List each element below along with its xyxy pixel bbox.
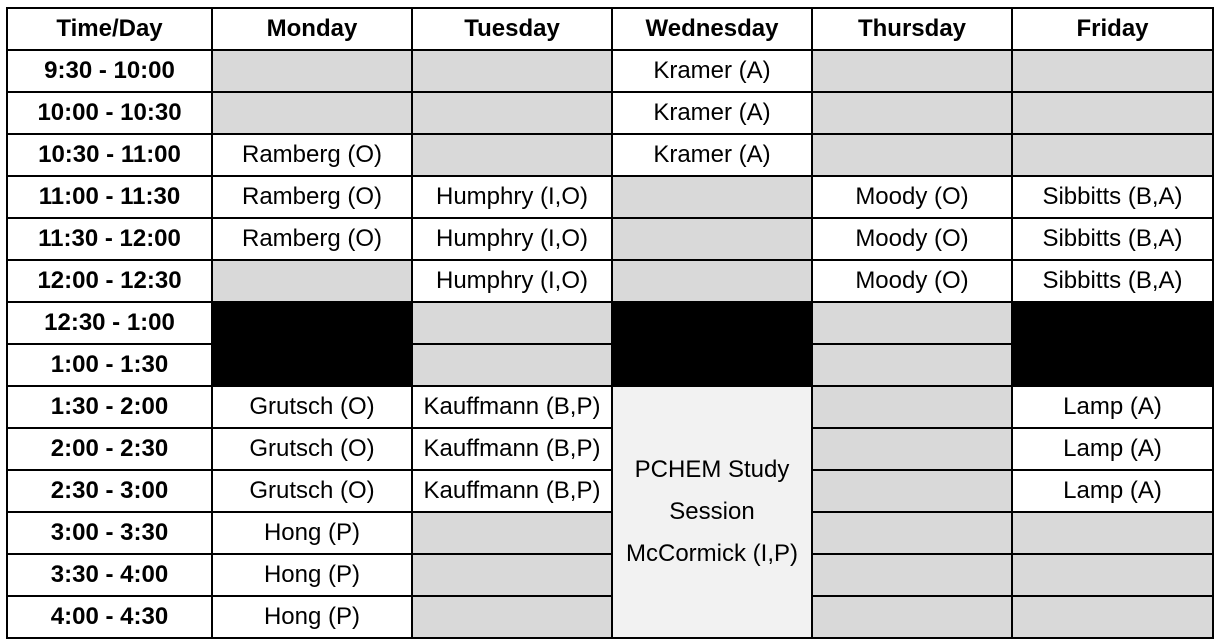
slot-tuesday: Kauffmann (B,P)	[412, 386, 612, 428]
slot-wednesday	[612, 218, 812, 260]
slot-tuesday	[412, 302, 612, 344]
time-slot: 10:00 - 10:30	[7, 92, 212, 134]
slot-friday: Lamp (A)	[1012, 428, 1213, 470]
slot-monday: Ramberg (O)	[212, 176, 412, 218]
header-time-day: Time/Day	[7, 8, 212, 50]
slot-tuesday	[412, 512, 612, 554]
slot-tuesday: Humphry (I,O)	[412, 260, 612, 302]
slot-wednesday	[612, 176, 812, 218]
slot-friday: Lamp (A)	[1012, 470, 1213, 512]
slot-thursday	[812, 50, 1012, 92]
table-row	[7, 218, 1213, 260]
slot-thursday	[812, 428, 1012, 470]
table-row	[7, 92, 1213, 134]
time-slot: 3:30 - 4:00	[7, 554, 212, 596]
time-slot: 1:00 - 1:30	[7, 344, 212, 386]
table-row	[7, 386, 1213, 428]
time-slot: 2:30 - 3:00	[7, 470, 212, 512]
slot-thursday	[812, 92, 1012, 134]
slot-tuesday	[412, 92, 612, 134]
time-slot: 1:30 - 2:00	[7, 386, 212, 428]
slot-monday: Ramberg (O)	[212, 218, 412, 260]
slot-tuesday: Kauffmann (B,P)	[412, 470, 612, 512]
slot-monday: Grutsch (O)	[212, 428, 412, 470]
slot-wednesday: Kramer (A)	[612, 134, 812, 176]
slot-thursday	[812, 344, 1012, 386]
blocked-slot-wednesday	[612, 302, 812, 386]
slot-tuesday: Humphry (I,O)	[412, 176, 612, 218]
time-slot: 10:30 - 11:00	[7, 134, 212, 176]
session-leader: McCormick (I,P)	[626, 540, 798, 567]
slot-friday	[1012, 50, 1213, 92]
time-slot: 3:00 - 3:30	[7, 512, 212, 554]
table-row	[7, 260, 1213, 302]
time-slot: 12:30 - 1:00	[7, 302, 212, 344]
slot-monday: Grutsch (O)	[212, 470, 412, 512]
slot-wednesday	[612, 260, 812, 302]
slot-friday: Lamp (A)	[1012, 386, 1213, 428]
slot-monday: Grutsch (O)	[212, 386, 412, 428]
header-tuesday: Tuesday	[412, 8, 612, 50]
table-row	[7, 470, 1213, 512]
slot-monday: Ramberg (O)	[212, 134, 412, 176]
time-slot: 9:30 - 10:00	[7, 50, 212, 92]
slot-tuesday	[412, 344, 612, 386]
slot-friday	[1012, 512, 1213, 554]
slot-monday: Hong (P)	[212, 512, 412, 554]
slot-friday	[1012, 92, 1213, 134]
header-friday: Friday	[1012, 8, 1213, 50]
session-title: PCHEM Study	[634, 456, 790, 483]
slot-thursday: Moody (O)	[812, 260, 1012, 302]
blocked-slot-friday	[1012, 302, 1213, 386]
slot-tuesday	[412, 596, 612, 638]
slot-friday: Sibbitts (B,A)	[1012, 176, 1213, 218]
slot-thursday: Moody (O)	[812, 176, 1012, 218]
table-row	[7, 596, 1213, 638]
table-row	[7, 428, 1213, 470]
slot-monday: Hong (P)	[212, 596, 412, 638]
time-slot: 11:30 - 12:00	[7, 218, 212, 260]
slot-thursday	[812, 596, 1012, 638]
blocked-slot-monday	[212, 302, 412, 386]
header-wednesday: Wednesday	[612, 8, 812, 50]
slot-tuesday	[412, 134, 612, 176]
table-row	[7, 512, 1213, 554]
slot-thursday	[812, 134, 1012, 176]
slot-tuesday: Humphry (I,O)	[412, 218, 612, 260]
slot-tuesday: Kauffmann (B,P)	[412, 428, 612, 470]
time-slot: 11:00 - 11:30	[7, 176, 212, 218]
study-session-block	[612, 386, 812, 638]
table-row	[7, 134, 1213, 176]
schedule-table	[6, 7, 1214, 639]
slot-friday: Sibbitts (B,A)	[1012, 218, 1213, 260]
time-slot: 2:00 - 2:30	[7, 428, 212, 470]
table-row	[7, 50, 1213, 92]
header-row	[7, 8, 1213, 50]
slot-monday: Hong (P)	[212, 554, 412, 596]
slot-thursday	[812, 302, 1012, 344]
session-subtitle: Session	[669, 498, 755, 525]
time-slot: 4:00 - 4:30	[7, 596, 212, 638]
slot-thursday	[812, 386, 1012, 428]
header-thursday: Thursday	[812, 8, 1012, 50]
slot-friday: Sibbitts (B,A)	[1012, 260, 1213, 302]
slot-friday	[1012, 554, 1213, 596]
slot-tuesday	[412, 554, 612, 596]
table-row	[7, 176, 1213, 218]
time-slot: 12:00 - 12:30	[7, 260, 212, 302]
slot-monday	[212, 50, 412, 92]
slot-thursday: Moody (O)	[812, 218, 1012, 260]
slot-monday	[212, 92, 412, 134]
slot-tuesday	[412, 50, 612, 92]
slot-thursday	[812, 512, 1012, 554]
slot-wednesday: Kramer (A)	[612, 92, 812, 134]
header-monday: Monday	[212, 8, 412, 50]
table-row	[7, 302, 1213, 344]
slot-thursday	[812, 554, 1012, 596]
slot-friday	[1012, 134, 1213, 176]
table-row	[7, 554, 1213, 596]
slot-thursday	[812, 470, 1012, 512]
slot-friday	[1012, 596, 1213, 638]
slot-wednesday: Kramer (A)	[612, 50, 812, 92]
slot-monday	[212, 260, 412, 302]
